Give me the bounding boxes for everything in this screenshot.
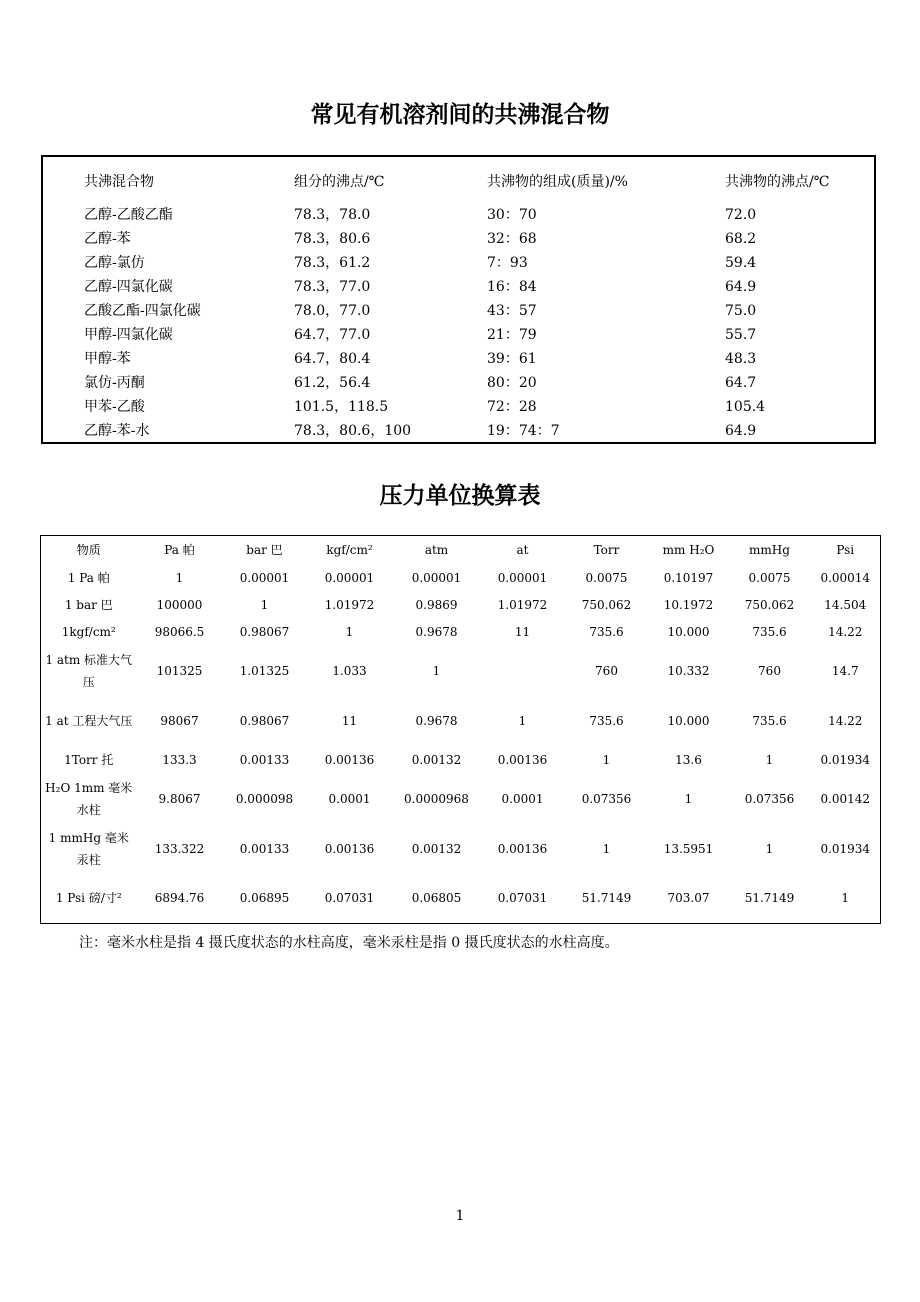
pressure-cell: 0.9678: [415, 624, 458, 639]
azeotrope-header-azeotrope-bp: 共沸物的沸点/℃: [725, 174, 830, 190]
azeotrope-cell-mixture: 甲醇-苯: [84, 351, 131, 367]
pressure-cell: 0.00001: [324, 570, 375, 585]
pressure-title: 压力单位换算表: [379, 483, 541, 509]
pressure-cell: 0.07356: [744, 791, 795, 806]
azeotrope-cell-composition: 43：57: [487, 303, 537, 319]
azeotrope-cell-composition: 32：68: [487, 231, 537, 247]
pressure-cell: 10.000: [667, 713, 710, 728]
pressure-row-label: H₂O 1mm 毫米水柱: [45, 780, 133, 817]
table-row: [41, 696, 881, 746]
pressure-cell: 750.062: [581, 597, 632, 612]
pressure-cell: 0.00136: [497, 752, 548, 767]
azeotrope-header-mixture: 共沸混合物: [84, 174, 154, 190]
azeotrope-cell-component-bp: 78.3，80.6: [294, 231, 371, 247]
pressure-cell: 1.01325: [239, 663, 290, 678]
pressure-cell: 0.01934: [820, 841, 871, 856]
table-row: [41, 592, 881, 618]
pressure-cell: 13.6: [675, 752, 702, 767]
pressure-cell: 101325: [156, 663, 203, 678]
pressure-cell: 10.332: [667, 663, 710, 678]
pressure-cell: 0.06895: [239, 891, 290, 906]
pressure-cell: 1: [432, 663, 441, 678]
pressure-cell: 1: [518, 713, 527, 728]
pressure-cell: 0.00133: [239, 752, 290, 767]
pressure-cell: 0.00136: [324, 841, 375, 856]
pressure-cell: 0.07356: [581, 791, 632, 806]
azeotrope-cell-composition: 30：70: [487, 207, 537, 223]
pressure-cell: 0.0075: [748, 570, 791, 585]
azeotrope-cell-azeotrope-bp: 68.2: [725, 231, 757, 247]
azeotrope-cell-mixture: 甲苯-乙酸: [84, 399, 145, 415]
pressure-cell: 1: [602, 752, 611, 767]
pressure-cell: 133.322: [154, 841, 205, 856]
pressure-cell: 1: [765, 841, 774, 856]
pressure-cell: [481, 646, 565, 696]
azeotrope-cell-azeotrope-bp: 75.0: [725, 303, 757, 319]
table-row: [41, 824, 881, 874]
azeotrope-cell-component-bp: 64.7，80.4: [294, 351, 371, 367]
pressure-cell: 98067: [160, 713, 199, 728]
azeotrope-cell-azeotrope-bp: 48.3: [725, 351, 757, 367]
pressure-cell: 1: [841, 891, 850, 906]
pressure-cell: 13.5951: [663, 841, 714, 856]
azeotrope-cell-mixture: 乙醇-乙酸乙酯: [84, 207, 173, 223]
pressure-cell: 735.6: [752, 624, 787, 639]
pressure-cell: 1.01972: [324, 597, 375, 612]
azeotrope-header-component-bp: 组分的沸点/℃: [294, 174, 385, 190]
pressure-cell: 1.01972: [497, 597, 548, 612]
pressure-cell: 6894.76: [154, 891, 205, 906]
pressure-header-cell: Torr: [593, 542, 620, 557]
pressure-cell: 0.98067: [239, 713, 290, 728]
azeotrope-header-composition: 共沸物的组成(质量)/%: [487, 174, 628, 190]
azeotrope-table: [41, 155, 876, 444]
pressure-cell: 1: [684, 791, 693, 806]
pressure-header-row: [41, 536, 881, 564]
pressure-cell: 14.22: [828, 713, 863, 728]
pressure-cell: 1.033: [332, 663, 367, 678]
pressure-row-label: 1 at 工程大气压: [45, 713, 133, 728]
pressure-header-cell: Psi: [836, 542, 855, 557]
footnote: 注：毫米水柱是指 4 摄氏度状态的水柱高度，毫米汞柱是指 0 摄氏度状态的水柱高度。: [79, 935, 619, 951]
pressure-cell: 0.00001: [239, 570, 290, 585]
pressure-cell: 1: [602, 841, 611, 856]
azeotrope-cell-component-bp: 64.7，77.0: [294, 327, 371, 343]
table-row: [41, 646, 881, 696]
pressure-cell: 0.00142: [820, 791, 871, 806]
pressure-header-cell: Pa 帕: [164, 542, 195, 557]
pressure-cell: 0.00133: [239, 841, 290, 856]
pressure-row-label: 1Torr 托: [64, 752, 114, 767]
pressure-cell: 760: [758, 663, 781, 678]
table-row: [41, 564, 881, 592]
pressure-cell: 0.00132: [411, 841, 462, 856]
azeotrope-cell-component-bp: 78.3，61.2: [294, 255, 371, 271]
azeotrope-cell-component-bp: 78.3，77.0: [294, 279, 371, 295]
azeotrope-cell-component-bp: 61.2，56.4: [294, 375, 371, 391]
azeotrope-cell-azeotrope-bp: 105.4: [725, 399, 766, 415]
pressure-cell: 0.98067: [239, 624, 290, 639]
pressure-row-label: 1 mmHg 毫米汞柱: [48, 830, 129, 867]
pressure-cell: 9.8067: [158, 791, 201, 806]
pressure-cell: 0.00001: [411, 570, 462, 585]
pressure-cell: 11: [514, 624, 531, 639]
azeotrope-cell-component-bp: 78.0，77.0: [294, 303, 371, 319]
pressure-cell: 760: [595, 663, 618, 678]
pressure-cell: 0.01934: [820, 752, 871, 767]
pressure-cell: 750.062: [744, 597, 795, 612]
azeotrope-cell-mixture: 乙醇-苯-水: [84, 423, 150, 439]
azeotrope-cell-mixture: 甲醇-四氯化碳: [84, 327, 173, 343]
pressure-cell: 735.6: [589, 624, 624, 639]
pressure-row-label: 1kgf/cm²: [61, 624, 116, 639]
pressure-cell: 0.00014: [820, 570, 871, 585]
azeotrope-cell-composition: 80：20: [487, 375, 537, 391]
pressure-header-cell: mmHg: [749, 542, 790, 557]
pressure-cell: 0.06805: [411, 891, 462, 906]
pressure-cell: 14.504: [824, 597, 867, 612]
azeotrope-title: 常见有机溶剂间的共沸混合物: [310, 102, 610, 128]
pressure-cell: 0.07031: [324, 891, 375, 906]
pressure-cell: 1: [260, 597, 269, 612]
azeotrope-cell-azeotrope-bp: 59.4: [725, 255, 757, 271]
pressure-header-cell: mm H₂O: [662, 542, 715, 557]
pressure-cell: 0.0001: [501, 791, 544, 806]
pressure-cell: 14.7: [831, 663, 859, 678]
pressure-header-cell: kgf/cm²: [326, 542, 373, 557]
pressure-cell: 735.6: [589, 713, 624, 728]
pressure-cell: 51.7149: [581, 891, 632, 906]
pressure-header-cell: 物质: [76, 542, 101, 557]
table-row: [41, 618, 881, 646]
pressure-cell: 10.000: [667, 624, 710, 639]
pressure-cell: 0.000098: [235, 791, 294, 806]
pressure-cell: 703.07: [667, 891, 710, 906]
pressure-header-cell: bar 巴: [246, 542, 283, 557]
pressure-cell: 1: [175, 570, 184, 585]
azeotrope-cell-azeotrope-bp: 64.9: [725, 423, 757, 439]
azeotrope-cell-composition: 16：84: [487, 279, 537, 295]
pressure-cell: 100000: [156, 597, 203, 612]
azeotrope-cell-composition: 7：93: [487, 255, 528, 271]
pressure-row-label: 1 Psi 磅/寸²: [55, 891, 122, 906]
pressure-cell: 10.1972: [663, 597, 714, 612]
page-number: 1: [455, 1208, 465, 1224]
pressure-cell: 0.9869: [415, 597, 458, 612]
azeotrope-cell-azeotrope-bp: 72.0: [725, 207, 757, 223]
pressure-cell: 11: [341, 713, 358, 728]
pressure-cell: 0.00132: [411, 752, 462, 767]
pressure-cell: 0.0000968: [404, 791, 469, 806]
pressure-cell: 0.00136: [497, 841, 548, 856]
pressure-conversion-table: [40, 535, 881, 924]
azeotrope-cell-component-bp: 78.3，80.6，100: [294, 423, 412, 439]
pressure-cell: 0.9678: [415, 713, 458, 728]
azeotrope-cell-mixture: 乙醇-四氯化碳: [84, 279, 173, 295]
pressure-row-label: 1 bar 巴: [64, 597, 113, 612]
azeotrope-cell-mixture: 乙醇-苯: [84, 231, 131, 247]
pressure-cell: 51.7149: [744, 891, 795, 906]
pressure-cell: 133.3: [162, 752, 197, 767]
pressure-row-label: 1 Pa 帕: [67, 570, 110, 585]
azeotrope-cell-component-bp: 78.3，78.0: [294, 207, 371, 223]
azeotrope-cell-composition: 21：79: [487, 327, 537, 343]
azeotrope-cell-azeotrope-bp: 55.7: [725, 327, 757, 343]
table-row: [41, 746, 881, 774]
azeotrope-cell-mixture: 氯仿-丙酮: [84, 375, 145, 391]
pressure-cell: 735.6: [752, 713, 787, 728]
pressure-cell: 0.10197: [663, 570, 714, 585]
table-row: [41, 874, 881, 924]
azeotrope-cell-composition: 39：61: [487, 351, 537, 367]
table-row: [41, 774, 881, 824]
pressure-cell: 0.0001: [328, 791, 371, 806]
azeotrope-cell-composition: 72：28: [487, 399, 537, 415]
azeotrope-cell-mixture: 乙酸乙酯-四氯化碳: [84, 303, 201, 319]
azeotrope-cell-azeotrope-bp: 64.7: [725, 375, 757, 391]
azeotrope-cell-component-bp: 101.5，118.5: [294, 399, 389, 415]
pressure-header-cell: atm: [424, 542, 449, 557]
azeotrope-cell-composition: 19：74：7: [487, 423, 560, 439]
pressure-cell: 1: [765, 752, 774, 767]
pressure-cell: 0.0075: [585, 570, 628, 585]
pressure-cell: 1: [345, 624, 354, 639]
pressure-cell: 98066.5: [154, 624, 205, 639]
pressure-cell: 0.07031: [497, 891, 548, 906]
pressure-cell: 14.22: [828, 624, 863, 639]
pressure-cell: 0.00001: [497, 570, 548, 585]
pressure-header-cell: at: [516, 542, 529, 557]
pressure-cell: 0.00136: [324, 752, 375, 767]
pressure-row-label: 1 atm 标准大气压: [45, 652, 133, 689]
azeotrope-cell-mixture: 乙醇-氯仿: [84, 255, 145, 271]
azeotrope-cell-azeotrope-bp: 64.9: [725, 279, 757, 295]
